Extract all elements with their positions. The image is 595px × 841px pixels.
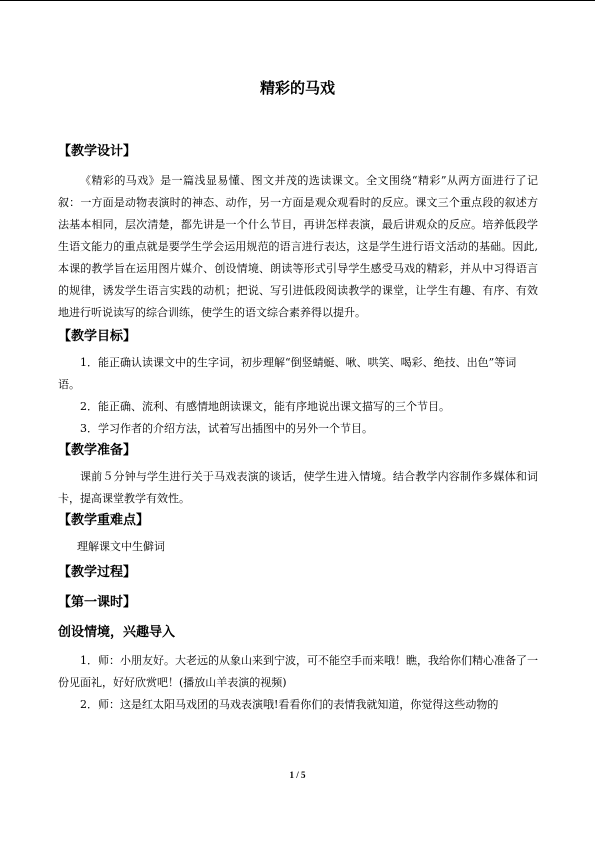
- focus-heading: 【教学重难点】: [58, 513, 150, 528]
- lesson1-heading: 【第一课时】: [58, 595, 137, 610]
- design-heading: 【教学设计】: [58, 144, 137, 159]
- goal-item: 2．能正确、流利、有感情地朗读课文，能有序地说出课文描写的三个节目。: [80, 400, 450, 413]
- prep-heading: 【教学准备】: [58, 443, 137, 458]
- page-title: 精彩的马戏: [259, 79, 335, 97]
- intro-heading: 创设情境，兴趣导入: [58, 625, 176, 640]
- document-body: [58, 143, 538, 716]
- top-rule: [0, 0, 595, 1]
- page-number: 1 / 5: [289, 770, 306, 780]
- intro-item: 2．师：这是红太阳马戏团的马戏表演哦!看看你们的表情我就知道，你觉得这些动物的: [80, 698, 499, 711]
- prep-paragraph: 课前５分钟与学生进行关于马戏表演的谈话，使学生进入情境。结合教学内容制作多媒体和词卡，提高课堂教学有效性。: [58, 470, 538, 505]
- goal-item: 3．学习作者的介绍方法，试着写出插图中的另外一个节目。: [80, 422, 373, 435]
- goal-item: 1．能正确认读课文中的生字词，初步理解“倒竖蜻蜓、啾、哄笑、喝彩、绝技、出色”等词语。: [58, 356, 517, 391]
- process-heading: 【教学过程】: [58, 565, 137, 580]
- design-paragraph: 《精彩的马戏》是一篇浅显易懂、图文并茂的选读课文。全文围绕“精彩”从两方面进行了记叙：一方面是动物表演时的神态、动作，另一方面是观众观看时的反应。课文三个重点段的叙述方法基本相同，层次清楚，都先讲是一个什么节目，再讲怎样表演，最后讲观众的反应。培养低段学生语文能力的重点就是要学生学会运用规范的语言进行表达，这是学生进行语文活动的基础。因此,本课的教学旨在运用图片媒介、创设情境、朗读等形式引导学生感受马戏的精彩，并从中习得语言的规律，诱发学生语言实践的动机；把说、写引进低段阅读教学的课堂，让学生有趣、有序、有效地进行听说读写的综合训练，使学生的语文综合素养得以提升。: [58, 174, 538, 319]
- goals-heading: 【教学目标】: [58, 329, 137, 344]
- focus-text: 理解课文中生僻词: [77, 540, 165, 553]
- intro-item: 1．师：小朋友好。大老远的从象山来到宁波，可不能空手而来哦！瞧，我给你们精心准备了一份见面礼，好好欣赏吧！(播放山羊表演的视频): [58, 654, 538, 689]
